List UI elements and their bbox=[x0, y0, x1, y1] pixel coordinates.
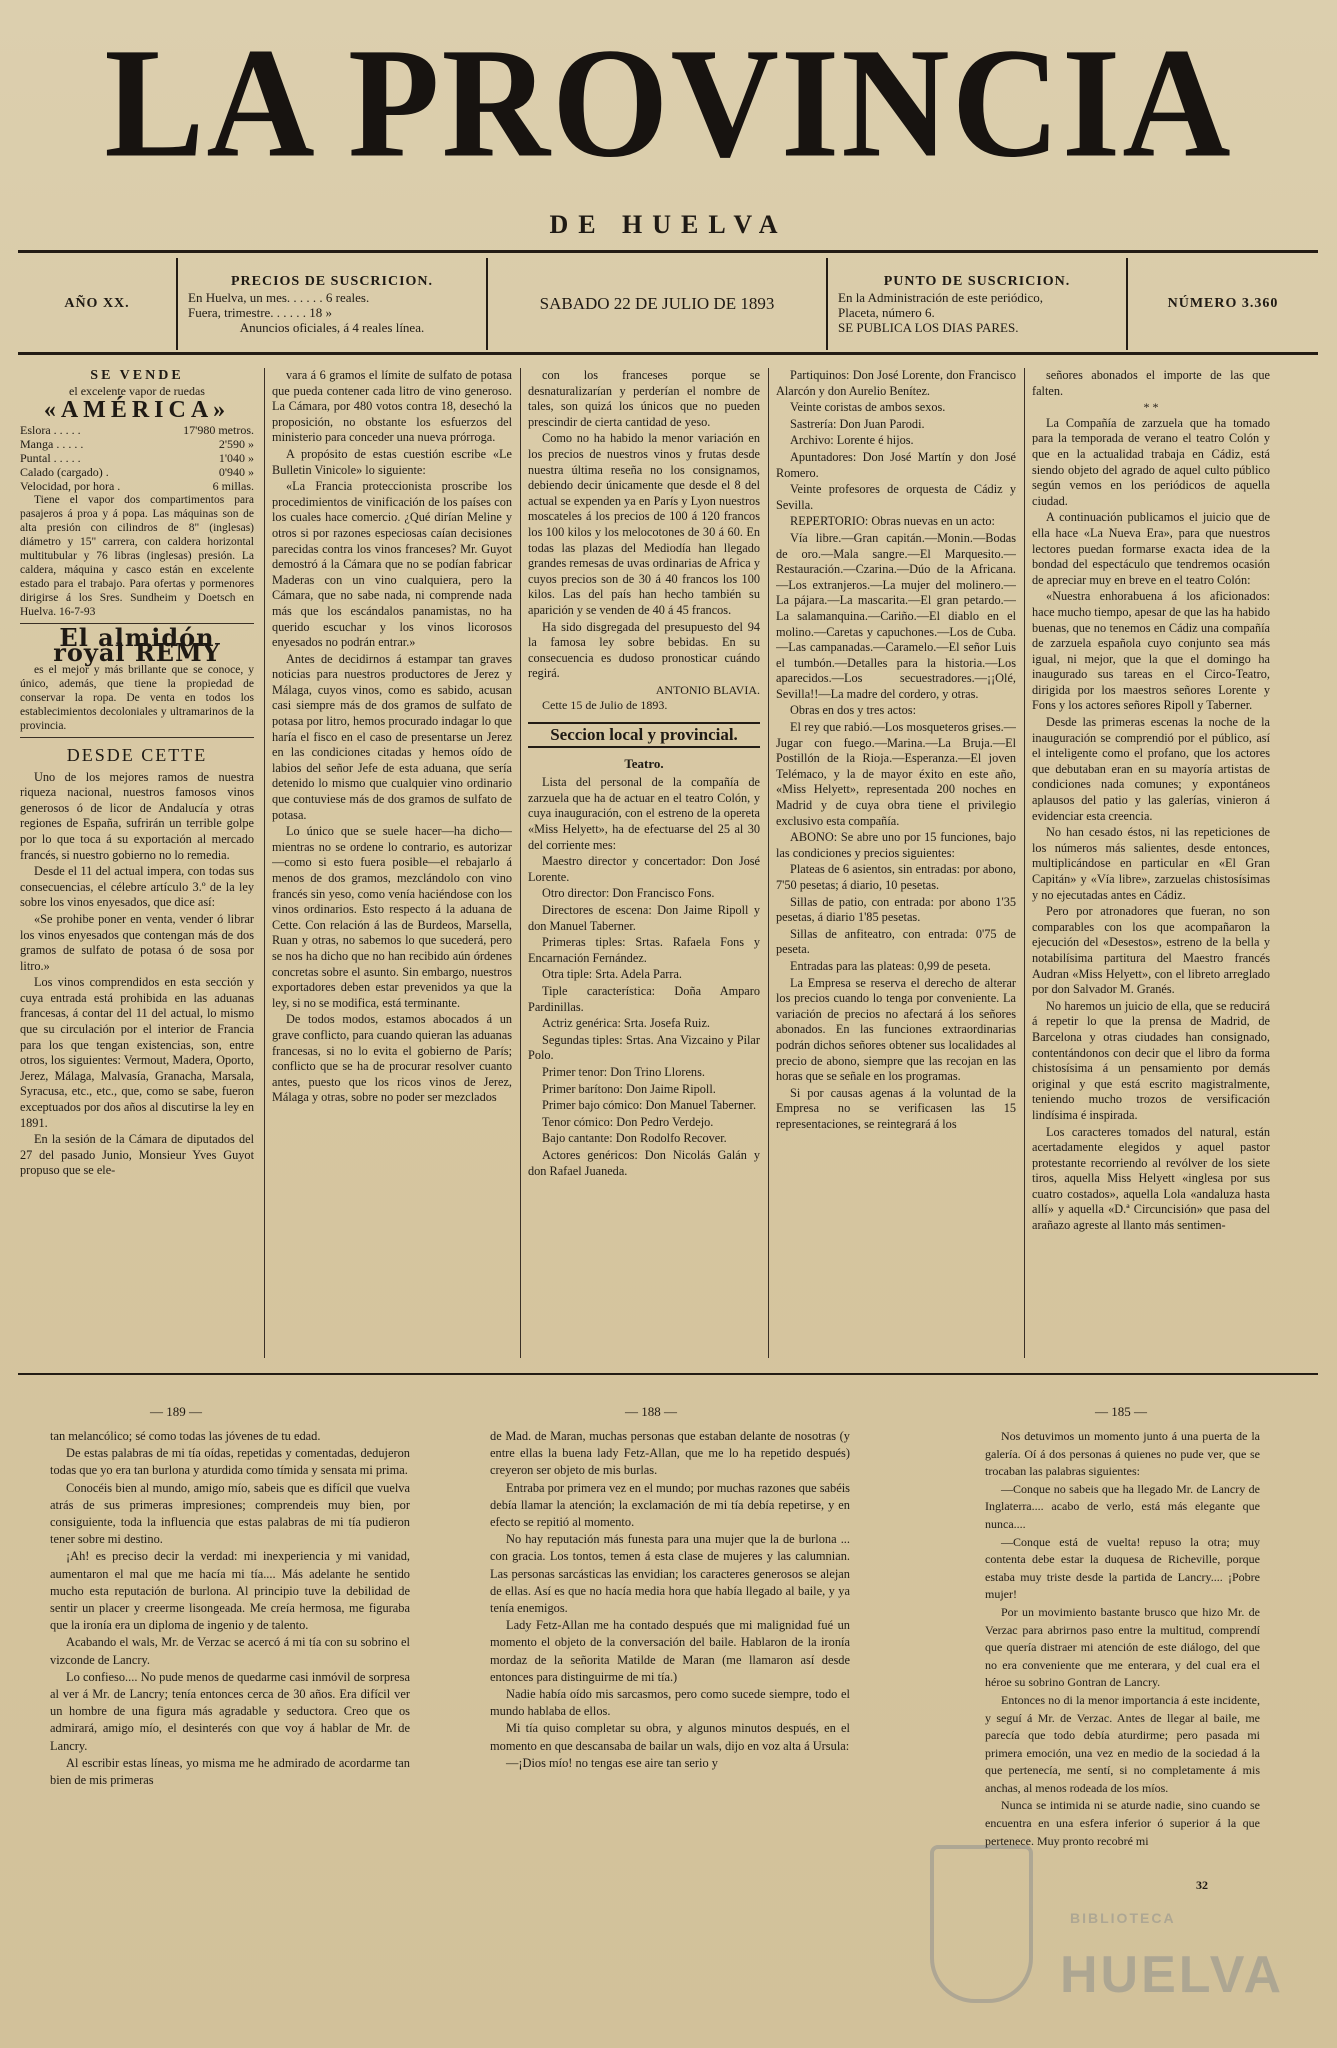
feuilleton-column-left bbox=[50, 1428, 410, 1948]
paragraph: Sillas de patio, con entrada: por abono 1'35 pesetas, á diario 1'85 pesetas. bbox=[776, 894, 1016, 925]
paragraph: Por un movimiento bastante brusco que hizo Mr. de Verzac para abrirnos paso entre la multitud, comprendí que quería distraer mi atención de este diálogo, del que no era conveniente que me enterara, y del cual era el héroe su sobrino Gontran de Lancry. bbox=[985, 1604, 1260, 1690]
prices-title: PRECIOS DE SUSCRICION. bbox=[230, 273, 434, 289]
newspaper-subtitle: DE HUELVA bbox=[549, 210, 788, 239]
paragraph: De todos modos, estamos abocados á un grave conflicto, para cuando quieran las aduanas francesas, si no lo evita el gobierno de París; conflicto que se ha de procurar resolver cuanto antes, puesto que los ricos vinos de Jerez, Málaga y otras, sobre no poder ser mezclados bbox=[272, 1012, 512, 1105]
paragraph: Veinte profesores de orquesta de Cádiz y Sevilla. bbox=[776, 482, 1016, 512]
ship-specs bbox=[20, 423, 254, 493]
paragraph: Actores genéricos: Don Nicolás Galán y don Rafael Juaneda. bbox=[528, 1147, 760, 1178]
paragraph: Nadie había oído mis sarcasmos, pero como sucede siempre, todo el mundo hablaba de ellos. bbox=[490, 1687, 850, 1719]
column-3 bbox=[528, 368, 760, 1363]
paragraph: Los vinos comprendidos en esta sección y cuya entrada está prohibida en las aduanas francesas, á contar del 11 del actual, lo mismo que su circulación por el interior de Francia para los que tengan existencias, son, entre otros, los siguientes: Vermout, Madera, Oporto, Jerez, Málaga, Malvasía, Granacha, Marsala, Syracusa, etc., etc., que, como se sabe, fueron exceptuados por dos años al discutirse la ley en 1891. bbox=[20, 975, 254, 1130]
year-box bbox=[18, 258, 178, 350]
paragraph: vara á 6 gramos el límite de sulfato de potasa que pueda contener cada litro de vino generoso. La Cámara, por 480 votos contra 18, desechó la proposición, no obstante los esfuerzos del ministerio para conceder una nueva prórroga. bbox=[272, 368, 512, 445]
column-5 bbox=[1032, 368, 1270, 1363]
spec-row: Velocidad, por hora . 6 millas. bbox=[20, 478, 254, 493]
column-rule bbox=[264, 368, 265, 1358]
paragraph: La Empresa se reserva el derecho de alterar los precios cuando lo tenga por conveniente. La variación de precios no afectará á los señores abonados. En las funciones extraordinarias podrán dichos señores obtener sus localidades al precio de abono, siempre que las recojan en las horas que se señale en los programas. bbox=[776, 975, 1016, 1084]
prices-line-2: Fuera, trimestre. . . . . . 18 » bbox=[188, 304, 333, 320]
paragraph: Nos detuvimos un momento junto á una puerta de la galería. Oí á dos personas á quienes no pude ver, que se trocaban las palabras siguientes: bbox=[985, 1429, 1260, 1479]
column-4 bbox=[776, 368, 1016, 1363]
issue-number: NÚMERO 3.360 bbox=[1167, 296, 1279, 311]
library-watermark bbox=[930, 1840, 1285, 2030]
paragraph: Acabando el wals, Mr. de Verzac se acercó á mi tía con su sobrino el vizconde de Lancry. bbox=[50, 1635, 410, 1667]
paragraph: Primeras tiples: Srtas. Rafaela Fons y Encarnación Fernández. bbox=[528, 935, 760, 965]
paragraph: La Compañía de zarzuela que ha tomado para la temporada de verano el teatro Colón y que en la actualidad trabaja en Cádiz, está siendo objeto del agrado de aquel culto público según vemos en los periódicos de aquella ciudad. bbox=[1032, 415, 1270, 508]
paragraph: Actriz genérica: Srta. Josefa Ruiz. bbox=[542, 1016, 710, 1031]
subsection-title: Teatro. bbox=[624, 755, 664, 771]
paragraph: ABONO: Se abre uno por 15 funciones, bajo las condiciones y precios siguientes: bbox=[776, 830, 1016, 860]
feuilleton-page-number: — 185 — bbox=[1095, 1404, 1147, 1419]
paragraph: Desde el 11 del actual impera, con todas sus consecuencias, el célebre artículo 3.º de la ley sobre los vinos enyesados, que dice así: bbox=[20, 864, 254, 910]
paragraph: Primer bajo cómico: Don Manuel Taberner. bbox=[542, 1098, 757, 1113]
spec-row: Manga . . . . . 2'590 » bbox=[20, 436, 254, 451]
paragraph: Otra tiple: Srta. Adela Parra. bbox=[542, 967, 683, 982]
issue-date: SABADO 22 DE JULIO DE 1893 bbox=[539, 294, 775, 313]
paragraph: Lo único que se suele hacer—ha dicho—mientras no se ordene lo contrario, es autorizar—como si esto fuera posible—el rebajarlo á menos de dos gramos, mezclándolo con vino francés sin yeso, como venía haciéndose con los vinos ordinarios. Esto respecto á la aduana de Cette. Con relación á las de Burdeos, Marsella, Ruan y otras, no sabemos lo que sucederá, pero se nos ha dicho que no han recibido aún órdenes concretas sobre el asunto. Sin embargo, nuestros exportadores deben estar prevenidos ya que la ley, si no se modifica, está terminante. bbox=[272, 824, 512, 1010]
paragraph: Tenor cómico: Don Pedro Verdejo. bbox=[542, 1114, 714, 1129]
paragraph: Segundas tiples: Srtas. Ana Vizcaino y Pilar Polo. bbox=[528, 1032, 760, 1063]
paragraph: Otro director: Don Francisco Fons. bbox=[542, 886, 715, 901]
paragraph: Lista del personal de la compañía de zarzuela que ha de actuar en el teatro Colón, y cuya inauguración, con el estreno de la opereta «Miss Helyett», ha de efectuarse del 25 al 30 del corriente mes: bbox=[528, 775, 760, 852]
watermark-line-1: BIBLIOTECA bbox=[1070, 1910, 1176, 1926]
paragraph: Vía libre.—Gran capitán.—Monin.—Bodas de oro.—Mala sangre.—El Marquesito.—Restauración.—Czarina.—Dúo de la Africana.—Los extranjeros.—La mujer del molinero.—La pájara.—La mascarita.—El gran petardo.—La salamanquina.—Cariño.—El diablo en el molino.—Caretas y capuchones.—Los de Cuba.—Las campanadas.—Caramelo.—El señor Luis el tumbón.—Detalles para la historia.—Los aparecidos.—Los secuestradores.—¡¡Olé, Sevilla!!—La madre del cordero, y otras. bbox=[776, 530, 1016, 701]
feuilleton-page-number: — 188 — bbox=[625, 1404, 677, 1419]
paragraph: Sillas de anfiteatro, con entrada: 0'75 de peseta. bbox=[776, 926, 1016, 957]
remy-ad-text: es el mejor y más brillante que se conoce, y único, además, que tiene la propiedad de conservar la ropa. De venta en todos los establecimientos decoloniales y ultramarinos de la provincia. bbox=[20, 663, 254, 732]
subscription-point-box bbox=[828, 258, 1128, 350]
paragraph: Uno de los mejores ramos de nuestra riqueza nacional, nuestros famosos vinos generosos ó de licor de Andalucía y otras regiones de España, sufrirán un terrible golpe por lo que toca á su exportación al mercado francés, si nuestro gobierno no lo remedia. bbox=[20, 769, 254, 862]
paragraph: con los franceses porque se desnaturalizarían y perderían el nombre de tales, son quizá los únicos que no pueden prescindir de cierta cantidad de yeso. bbox=[528, 368, 760, 429]
paragraph: Si por causas agenas á la voluntad de la Empresa no se verificasen las 15 representaciones, se reintegrará á los bbox=[776, 1085, 1016, 1131]
paragraph: Plateas de 6 asientos, sin entradas: por abono, 7'50 pesetas; á diario, 10 pesetas. bbox=[776, 862, 1016, 892]
paragraph: —Conque no sabeis que ha llegado Mr. de Lancry de Inglaterra.... acabo de verlo, está más elegante que nunca.... bbox=[985, 1481, 1260, 1531]
paragraph: No haremos un juicio de ella, que se reducirá á repetir lo que la prensa de Madrid, de Barcelona y otras ciudades han consignado, contentándonos con decir que el libro da forma chistosísima á un pensamiento por demás original y que está escrito magistralmente, teniendo mucho trozos de versificación lindísima é inspirada. bbox=[1032, 998, 1270, 1122]
ship-name: «AMÉRICA» bbox=[43, 397, 231, 424]
paragraph: Lo confieso.... No pude menos de quedarme casi inmóvil de sorpresa al ver á Mr. de Lancry; tenía entonces cerca de 30 años. Era difícil ver un hombre de una figura más agradable y seductora. Creo que os admirará, amigo mío, el desinterés con que voy á hablar de Mr. de Lancry. bbox=[50, 1669, 410, 1753]
column-rule bbox=[520, 368, 521, 1358]
paragraph: Entonces no di la menor importancia á este incidente, y seguí á Mr. de Verzac. Antes de llegar al baile, me parecía que todo debía aturdirme; pero pasada mi primera emoción, una vez en medio de la sociedad á la que pertenecía, me sentí, si no completamente á mis anchas, al menos rodeada de los míos. bbox=[985, 1692, 1260, 1795]
paragraph: De estas palabras de mi tía oídas, repetidas y comentadas, dedujeron todas que yo era tan burlona y aturdida como tímida y sensata mi prima. bbox=[50, 1446, 410, 1478]
article-date: Cette 15 de Julio de 1893. bbox=[542, 698, 668, 713]
paragraph: Entradas para las plateas: 0,99 de peseta. bbox=[790, 958, 991, 973]
paragraph: A propósito de estas cuestión escribe «Le Bulletin Vinicole» lo siguiente: bbox=[272, 446, 512, 477]
point-title: PUNTO DE SUSCRICION. bbox=[883, 273, 1071, 289]
paragraph: Lady Fetz-Allan me ha contado después que mi malignidad fué un momento el objeto de la conversación del baile. Hablaron de la ironía mordaz de la señorita Matilde de Maran (me llamaron así desde entonces para distinguirme de mi tía.) bbox=[490, 1618, 850, 1684]
paragraph: El rey que rabió.—Los mosqueteros grises.—Jugar con fuego.—Marina.—La Bruja.—El Postillón de la Rioja.—Esperanza.—El joven Telémaco, y la de mayor éxito en este año, «Miss Helyett», representada 200 noches en Madrid y de cuya obra tiene el privilegio exclusivo esta compañía. bbox=[776, 720, 1016, 828]
paragraph: Bajo cantante: Don Rodolfo Recover. bbox=[542, 1131, 727, 1146]
point-line-2: Placeta, número 6. bbox=[838, 304, 935, 320]
paragraph: tan melancólico; sé como todas las jóvenes de tu edad. bbox=[50, 1429, 321, 1443]
paragraph: Mi tía quiso completar su obra, y algunos minutos después, en el momento en que descansaba de bailar un wals, dijo en voz alta á Ursula: bbox=[490, 1721, 850, 1753]
number-box bbox=[1128, 258, 1318, 350]
header-rule-top bbox=[18, 250, 1318, 253]
paragraph: Maestro director y concertador: Don José Lorente. bbox=[528, 854, 760, 884]
spec-row: Puntal . . . . . 1'040 » bbox=[20, 450, 254, 465]
ad-heading: SE VENDE bbox=[90, 368, 184, 383]
ad-subheading: el excelente vapor de ruedas bbox=[69, 383, 205, 398]
paragraph: Primer tenor: Don Trino Llorens. bbox=[542, 1064, 705, 1079]
column-rule bbox=[1024, 368, 1025, 1358]
column-2 bbox=[272, 368, 512, 1363]
paragraph: Nunca se intimida ni se aturde nadie, sino cuando se encuentra en una esfera inferior ó superior á la que pertenece. Muy pronto recobré mi bbox=[985, 1798, 1260, 1848]
feuilleton-column-right bbox=[985, 1428, 1260, 1888]
paragraph: Ha sido disgregada del presupuesto del 94 la famosa ley sobre bebidas. En su consecuencia es dudoso pronosticar cuándo regirá. bbox=[528, 619, 760, 681]
paragraph: Archivo: Lorente é hijos. bbox=[790, 433, 914, 448]
paragraph: Tiple característica: Doña Amparo Pardinillas. bbox=[528, 983, 760, 1014]
paragraph: A continuación publicamos el juicio que de ella hace «La Nueva Era», para que nuestros lectores puedan formarse exacta idea de la bondad del espectáculo que tendremos ocasión de apreciar muy en breve en el teatro Colón: bbox=[1032, 510, 1270, 587]
paragraph: —Conque está de vuelta! repuso la otra; muy contenta debe estar la duquesa de Richeville, porque estaba muy triste desde la partida de Lancry.... ¡Pobre mujer! bbox=[985, 1534, 1260, 1602]
remy-ad-title: El almidón royal REMY bbox=[53, 622, 221, 668]
paragraph: REPERTORIO: Obras nuevas en un acto: bbox=[790, 514, 995, 529]
year-label: AÑO XX. bbox=[64, 296, 130, 311]
paragraph: Primer barítono: Don Jaime Ripoll. bbox=[542, 1081, 716, 1096]
header-rule-bottom bbox=[18, 352, 1318, 355]
prices-box bbox=[178, 258, 488, 350]
paragraph: Partiquinos: Don José Lorente, don Francisco Alarcón y don Aurelio Benítez. bbox=[776, 368, 1016, 398]
paragraph: Directores de escena: Don Jaime Ripoll y don Manuel Taberner. bbox=[528, 903, 760, 933]
paragraph: Al escribir estas líneas, yo misma me he admirado de acordarme tan bien de mis primeras bbox=[50, 1755, 410, 1788]
feuilleton-page-number: — 189 — bbox=[150, 1404, 202, 1419]
column-1 bbox=[20, 368, 254, 1363]
feuilleton-rule bbox=[18, 1373, 1318, 1375]
paragraph: No hay reputación más funesta para una mujer que la de burlona ... con gracia. Los tontos, temen á esta clase de mujeres y las calumnian. Las personas sarcásticas las envidian; los caracteres generosos se alejan de ellas. Así es que no hacía media hora que había llegado al baile, y ya tenía enemigos. bbox=[490, 1532, 850, 1616]
point-line-3: SE PUBLICA LOS DIAS PARES. bbox=[838, 319, 1019, 335]
date-box bbox=[488, 258, 828, 350]
paragraph: Los caracteres tomados del natural, están acertadamente elegidos y aquel pastor protestante recorriendo al revólver de los siete tiros, aquella Miss Helyett «inglesa por sus cuatro costados», aquella Lola «andaluza hasta allí» y aquella «D.ª Circuncisión» que pasa del arañazo agreste al llanto más sentimen- bbox=[1032, 1124, 1270, 1233]
paragraph: «Se prohibe poner en venta, vender ó librar los vinos enyesados que contengan más de dos gramos de sulfato de potasa ó de sosa por litro.» bbox=[20, 911, 254, 973]
point-line-1: En la Administración de este periódico, bbox=[838, 289, 1044, 305]
paragraph: Entraba por primera vez en el mundo; por muchas razones que sabéis debía llamar la atención; la exclamación de mi tía debía repetirse, y en efecto se repitió al momento. bbox=[490, 1480, 850, 1530]
spec-row: Calado (cargado) . 0'940 » bbox=[20, 464, 254, 479]
section-title: Seccion local y provincial. bbox=[528, 722, 760, 748]
section-title: DESDE CETTE bbox=[66, 744, 208, 765]
shield-icon bbox=[930, 1845, 1033, 2003]
paragraph: Pero por atronadores que fueran, no son comparables con los que acompañaron la ejecución del «Desestos», estreno de la bella y notabilísima partitura del Maestro francés Audran «Miss Helyett», con el libreto arreglado por don Salvador M. Granés. bbox=[1032, 904, 1270, 997]
paragraph: ¡Ah! es preciso decir la verdad: mi inexperiencia y mi vanidad, aumentaron el mal que me hacía mi tía.... Más adelante he sentido mucho esta reputación de burlona. Al principio tuve la debilidad de sentir un placer y creerme lisongeada. Me creía hermosa, me figuraba que la ironía era un diploma de ingenio y de talento. bbox=[50, 1549, 410, 1633]
prices-line-1: En Huelva, un mes. . . . . . 6 reales. bbox=[188, 289, 370, 305]
paragraph: de Mad. de Maran, muchas personas que estaban delante de nosotras (y entre ellas la buena lady Fetz-Allan, que me lo ha repetido después) creyeron ser objeto de mis burlas. bbox=[490, 1429, 850, 1478]
paragraph: Obras en dos y tres actos: bbox=[790, 703, 917, 718]
spec-row: Eslora . . . . . 17'980 metros. bbox=[20, 422, 254, 437]
prices-line-3: Anuncios oficiales, á 4 reales línea. bbox=[239, 319, 425, 335]
column-rule bbox=[768, 368, 769, 1358]
paragraph: En la sesión de la Cámara de diputados del 27 del pasado Junio, Monsieur Yves Guyot propuso que se ele- bbox=[20, 1132, 254, 1178]
separator-stars: * * bbox=[1143, 400, 1159, 415]
ad-text: Tiene el vapor dos compartimentos para pasajeros á proa y á popa. Las máquinas son de alta presión con cilindros de 8" (inglesas) diámetro y 15" carrera, con caldera horizontal multitubular y 76 libras (inglesas) presión. La caldera, máquina y casco están en excelente estado para el trabajo. Para ofertas y pormenores dirigirse á los Sres. Sundheim y Doetsch en Huelva. 16-7-93 bbox=[20, 493, 254, 618]
paragraph: Desde las primeras escenas la noche de la inauguración se comprendió por el público, así el inteligente como el profano, que los actores que debutaban eran en su mayoría artistas de condiciones nada comunes; y expontáneos aplausos del patio y las galerías, vinieron á evidenciar esta creencia. bbox=[1032, 715, 1270, 823]
feuilleton-sheet-number: 32 bbox=[1196, 1878, 1208, 1892]
paragraph: Antes de decidirnos á estampar tan graves noticias para nuestros productores de Jerez y Málaga, cuyos vinos, como es sabido, acusan casi siempre más de dos gramos de sulfato de potasa por litro, hemos procurado indagar lo que haría el fisco en el caso de presentarse un Jerez en las condiciones citadas y hemos oído de labios del señor Jefe de esta aduana, que sería detenido lo mismo que cualquier vino ordinario que contuviese más de dos gramos de sulfato de potasa. bbox=[272, 651, 512, 822]
paragraph: Conocéis bien al mundo, amigo mío, sabeis que es difícil que vuelva atrás de sus primeras impresiones; comprendeis muy bien, por consiguiente, toda la influencia que estas palabras de mi tía pudieron tener sobre mi destino. bbox=[50, 1480, 410, 1547]
paragraph: señores abonados el importe de las que falten. bbox=[1032, 368, 1270, 398]
info-bar bbox=[18, 258, 1318, 350]
article-signature: ANTONIO BLAVIA. bbox=[655, 682, 760, 697]
newspaper-title: LA PROVINCIA bbox=[104, 15, 1233, 191]
paragraph: «Nuestra enhorabuena á los aficionados: hace mucho tiempo, apesar de que las ha habido buenas, que no tenemos en Cádiz una compañía de zarzuela española cuyo conjunto sea más igual, ni mejor, que la que el domingo ha inaugurado sus tareas en el Circo-Teatro, dirigida por los maestros señores Lorente y Fons y los actores señores Ripoll y Taberner. bbox=[1032, 589, 1270, 713]
paragraph: Apuntadores: Don José Martín y don José Romero. bbox=[776, 449, 1016, 480]
paragraph: Sastrería: Don Juan Parodi. bbox=[790, 416, 925, 431]
paragraph: Como no ha habido la menor variación en los precios de nuestros vinos y frutas desde nuestra última reseña no los consignamos, debiendo decir únicamente que desde el 8 del actual se expenden ya en París y Lyon nuestros moscateles á los precios de 100 á 120 francos los 100 kilos y los melocotones de 30 á 60. En todas las plazas del Mediodía han llegado grandes remesas de uvas ordinarias de Africa y cuyos precios son de 30 á 40 francos los 100 kilos. Las del país han hecho también su aparición y se venden de 40 á 45 francos. bbox=[528, 431, 760, 617]
paragraph: —¡Dios mío! no tengas ese aire tan serio y bbox=[506, 1755, 718, 1770]
feuilleton-column-middle bbox=[490, 1428, 850, 1948]
paragraph: Veinte coristas de ambos sexos. bbox=[790, 400, 946, 415]
paragraph: «La Francia proteccionista proscribe los procedimientos de vinificación de los países con los cuales hace comercio. ¿Qué dirían Meline y otros si por razones especiosas caían decisiones parecidas contra los vinos franceses? Mr. Guyot demostró á la Cámara que no se podían fabricar Maderas con un vino cualquiera, pero la Cámara, que no sabe nada, ni comprende nada más que los escándalos panamistas, no ha querido escuchar y los vinos licorosos enyesados no podrán entrar.» bbox=[272, 479, 512, 650]
masthead bbox=[0, 15, 1337, 240]
watermark-line-2: HUELVA bbox=[1060, 1946, 1285, 2004]
paragraph: No han cesado éstos, ni las repeticiones de los números más salientes, desde entonces, multiplicándose en particular en «El Gran Capitán» y «Vía libre», zarzuelas chistosísimas y no ejecutadas antes en Cádiz. bbox=[1032, 825, 1270, 902]
